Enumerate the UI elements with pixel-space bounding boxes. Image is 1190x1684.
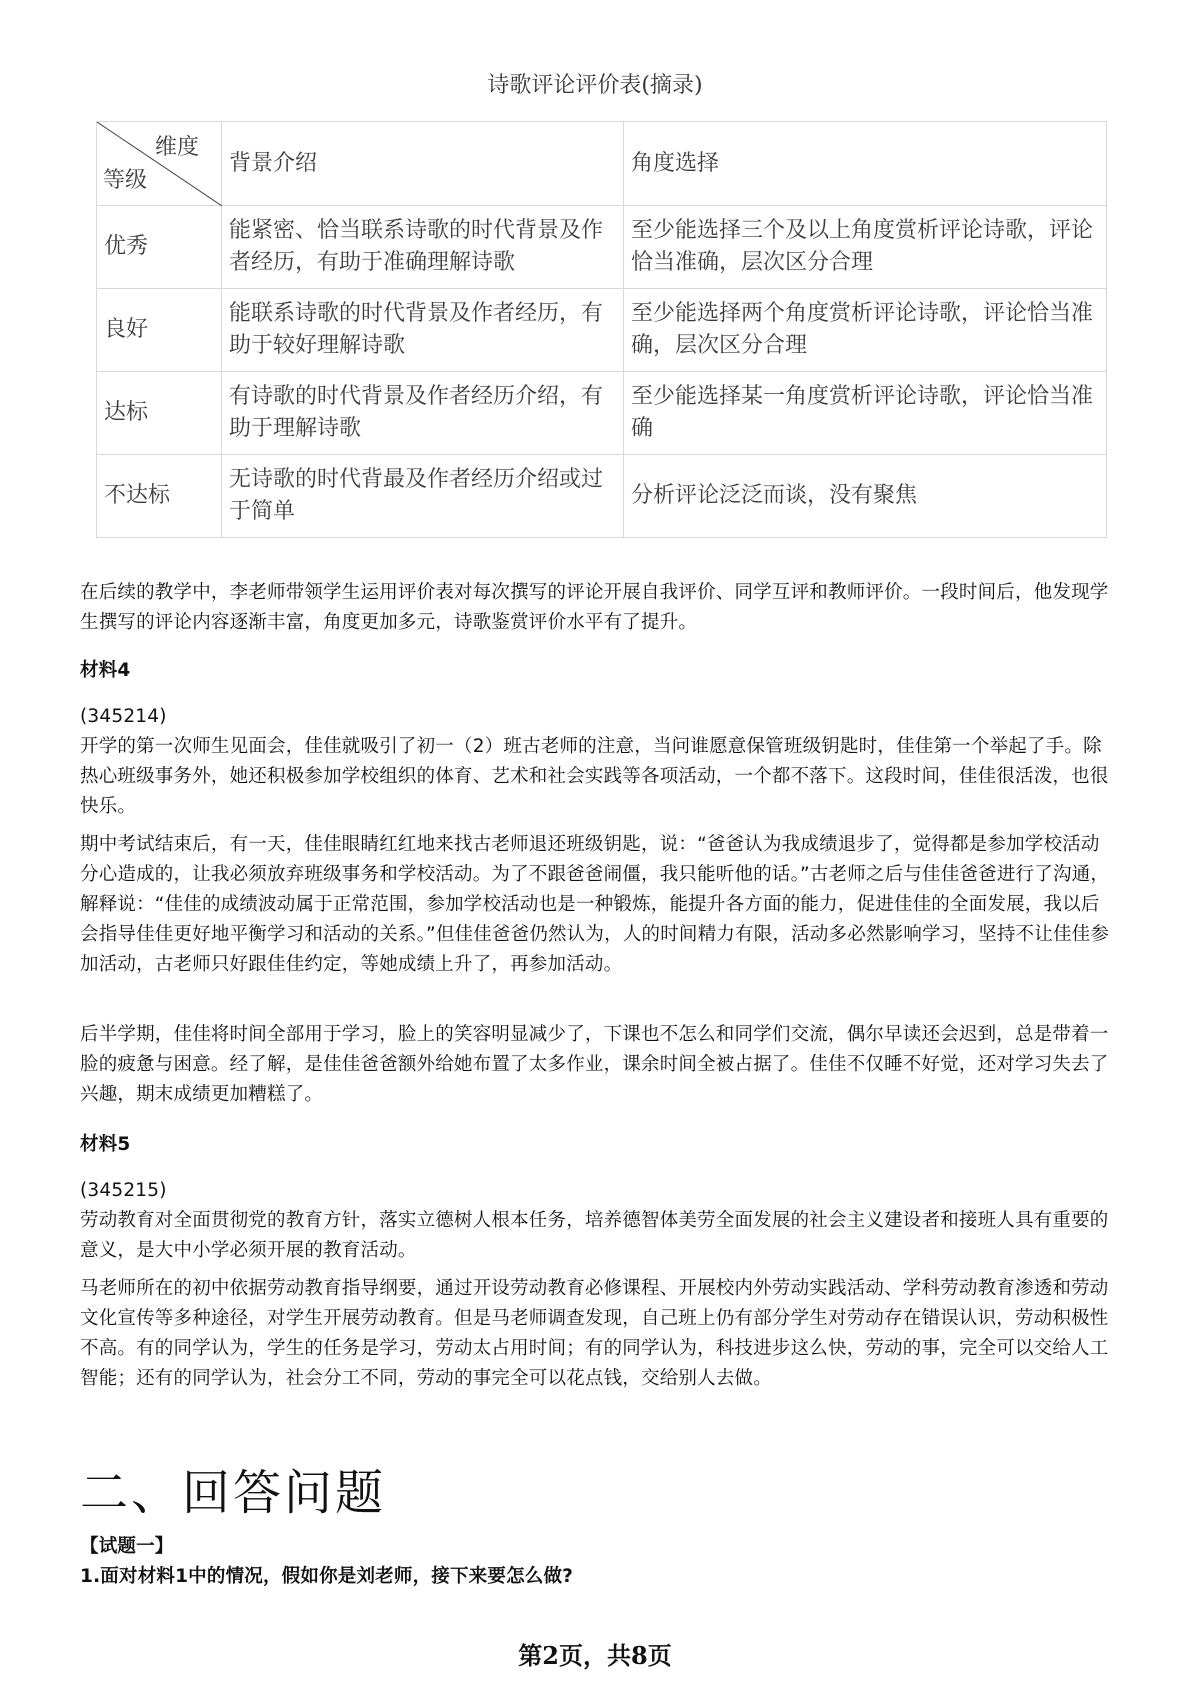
row-background: 有诗歌的时代背景及作者经历介绍，有助于理解诗歌	[222, 372, 624, 455]
table-title: 诗歌评论评价表(摘录)	[487, 73, 703, 98]
after-table-paragraph: 在后续的教学中，李老师带领学生运用评价表对每次撰写的评论开展自我评价、同学互评和教师评价。一段时间后，他发现学生撰写的评论内容逐渐丰富，角度更加多元，诗歌鉴赏评价水平有了提升。	[80, 582, 1109, 633]
header-background: 背景介绍	[222, 122, 624, 206]
dimension-label: 维度	[154, 135, 199, 160]
row-background: 能紧密、恰当联系诗歌的时代背景及作者经历，有助于准确理解诗歌	[222, 206, 624, 289]
row-level: 达标	[97, 372, 222, 455]
table-row	[97, 455, 1107, 538]
row-level: 优秀	[97, 206, 222, 289]
header-angle: 角度选择	[624, 122, 1107, 206]
level-label: 等级	[103, 168, 148, 193]
table-row	[97, 372, 1107, 455]
material5-code: (345215)	[80, 1180, 167, 1201]
page-footer: 第2页，共8页	[518, 1641, 672, 1670]
row-angle: 至少能选择两个角度赏析评论诗歌，评论恰当准确，层次区分合理	[624, 289, 1107, 372]
question-text: 1.面对材料1中的情况，假如你是刘老师，接下来要怎么做?	[80, 1566, 574, 1587]
table-header-row	[97, 122, 1107, 206]
material4-code: (345214)	[80, 706, 167, 727]
material4-paragraph-1: 开学的第一次师生见面会，佳佳就吸引了初一（2）班古老师的注意，当问谁愿意保管班级钥匙时，佳佳第一个举起了手。除热心班级事务外，她还积极参加学校组织的体育、艺术和社会实践等各项活动，一个都不落下。这段时间，佳佳很活泼，也很快乐。	[80, 736, 1109, 817]
question-label: 【试题一】	[80, 1536, 174, 1557]
table-row	[97, 289, 1107, 372]
material4-paragraph-2: 期中考试结束后，有一天，佳佳眼睛红红地来找古老师退还班级钥匙，说：“爸爸认为我成绩退步了，觉得都是参加学校活动分心造成的，让我必须放弃班级事务和学校活动。为了不跟爸爸闹僵，我只能听他的话。”古老师之后与佳佳爸爸进行了沟通，解释说：“佳佳的成绩波动属于正常范围，参加学校活动也是一种锻炼，能提升各方面的能力，促进佳佳的全面发展，我以后会指导佳佳更好地平衡学习和活动的关系。”但佳佳爸爸仍然认为，人的时间精力有限，活动多必然影响学习，坚持不让佳佳参加活动，古老师只好跟佳佳约定，等她成绩上升了，再参加活动。	[80, 834, 1110, 975]
row-angle: 至少能选择三个及以上角度赏析评论诗歌，评论恰当准确，层次区分合理	[624, 206, 1107, 289]
row-angle: 至少能选择某一角度赏析评论诗歌，评论恰当准确	[624, 372, 1107, 455]
material4-paragraph-3: 后半学期，佳佳将时间全部用于学习，脸上的笑容明显减少了，下课也不怎么和同学们交流，偶尔早读还会迟到，总是带着一脸的疲惫与困意。经了解，是佳佳爸爸额外给她布置了太多作业，课余时间全被占据了。佳佳不仅睡不好觉，还对学习失去了兴趣，期末成绩更加糟糕了。	[80, 1024, 1109, 1105]
evaluation-table	[96, 121, 1107, 538]
material4-heading: 材料4	[80, 660, 131, 681]
section-title: 二、回答问题	[80, 1465, 387, 1521]
material5-heading: 材料5	[80, 1134, 131, 1155]
row-level: 不达标	[97, 455, 222, 538]
table-row	[97, 206, 1107, 289]
row-background: 无诗歌的时代背最及作者经历介绍或过于简单	[222, 455, 624, 538]
row-level: 良好	[97, 289, 222, 372]
diagonal-header-cell	[97, 122, 222, 206]
row-angle: 分析评论泛泛而谈，没有聚焦	[624, 455, 1107, 538]
material5-paragraph-1: 劳动教育对全面贯彻党的教育方针，落实立德树人根本任务，培养德智体美劳全面发展的社会主义建设者和接班人具有重要的意义，是大中小学必须开展的教育活动。	[80, 1210, 1109, 1261]
material5-paragraph-2: 马老师所在的初中依据劳动教育指导纲要，通过开设劳动教育必修课程、开展校内外劳动实践活动、学科劳动教育渗透和劳动文化宣传等多种途径，对学生开展劳动教育。但是马老师调查发现，自己班上仍有部分学生对劳动存在错误认识，劳动积极性不高。有的同学认为，学生的任务是学习，劳动太占用时间；有的同学认为，科技进步这么快，劳动的事，完全可以交给人工智能；还有的同学认为，社会分工不同，劳动的事完全可以花点钱，交给别人去做。	[80, 1278, 1109, 1389]
row-background: 能联系诗歌的时代背景及作者经历，有助于较好理解诗歌	[222, 289, 624, 372]
